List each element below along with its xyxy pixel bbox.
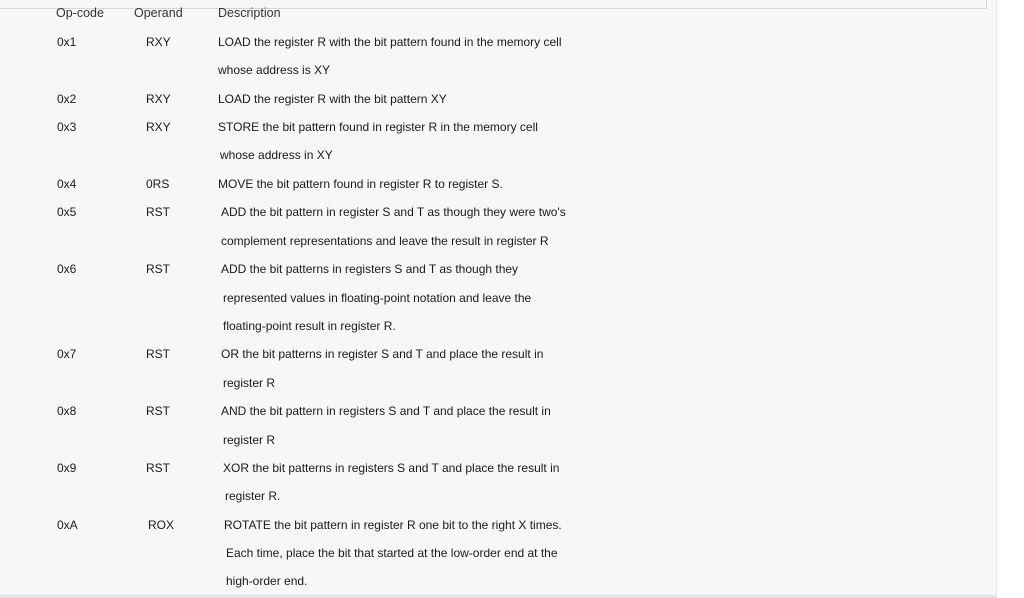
row-2-description-line-1: LOAD the register R with the bit pattern XY <box>218 92 447 106</box>
row-5-opcode: 0x5 <box>57 205 77 219</box>
row-9-description-line-1: XOR the bit patterns in registers S and T and place the result in <box>223 461 560 475</box>
row-1-operand: RXY <box>146 35 171 49</box>
row-3-opcode: 0x3 <box>57 120 77 134</box>
row-9-description-line-2: register R. <box>225 489 281 503</box>
row-8-description-line-2: register R <box>223 433 276 447</box>
row-6-operand: RST <box>146 262 170 276</box>
row-2-opcode: 0x2 <box>57 92 77 106</box>
row-6-opcode: 0x6 <box>57 262 77 276</box>
row-10-description-line-1: ROTATE the bit pattern in register R one bit to the right X times. <box>224 518 562 532</box>
row-4-operand: 0RS <box>146 177 170 191</box>
row-6-description-line-2: represented values in floating-point notation and leave the <box>223 291 532 305</box>
row-4-opcode: 0x4 <box>57 177 77 191</box>
row-3-description-line-2: whose address in XY <box>220 148 333 162</box>
row-5-description-line-2: complement representations and leave the result in register R <box>221 234 549 248</box>
row-10-operand: ROX <box>148 518 175 532</box>
row-7-opcode: 0x7 <box>57 347 77 361</box>
row-10-opcode: 0xA <box>57 518 78 532</box>
row-8-description-line-1: AND the bit pattern in registers S and T and place the result in <box>221 404 551 418</box>
row-8-operand: RST <box>146 404 170 418</box>
row-1-description-line-1: LOAD the register R with the bit pattern found in the memory cell <box>218 35 562 49</box>
row-7-operand: RST <box>146 347 170 361</box>
table-right-border <box>986 0 987 9</box>
row-6-description-line-3: floating-point result in register R. <box>223 319 396 333</box>
row-8-opcode: 0x8 <box>57 404 77 418</box>
row-3-description-line-1: STORE the bit pattern found in register R in the memory cell <box>218 120 538 134</box>
row-5-description-line-1: ADD the bit pattern in register S and T as though they were two's <box>221 205 566 219</box>
row-9-operand: RST <box>146 461 170 475</box>
row-7-description-line-1: OR the bit patterns in register S and T and place the result in <box>221 347 544 361</box>
row-1-opcode: 0x1 <box>57 35 77 49</box>
row-10-description-line-3: high-order end. <box>226 574 308 588</box>
row-5-operand: RST <box>146 205 170 219</box>
row-2-operand: RXY <box>146 92 171 106</box>
header-description: Description <box>218 6 281 20</box>
row-10-description-line-2: Each time, place the bit that started at the low-order end at the <box>226 546 558 560</box>
page-bottom-edge <box>0 594 996 598</box>
row-1-description-line-2: whose address is XY <box>218 63 331 77</box>
row-4-description-line-1: MOVE the bit pattern found in register R to register S. <box>218 177 503 191</box>
header-operand: Operand <box>134 6 183 20</box>
row-3-operand: RXY <box>146 120 171 134</box>
vertical-scrollbar-gutter[interactable] <box>996 0 1024 598</box>
row-9-opcode: 0x9 <box>57 461 77 475</box>
row-7-description-line-2: register R <box>223 376 276 390</box>
row-6-description-line-1: ADD the bit patterns in registers S and T as though they <box>221 262 519 276</box>
header-opcode: Op-code <box>56 6 104 20</box>
